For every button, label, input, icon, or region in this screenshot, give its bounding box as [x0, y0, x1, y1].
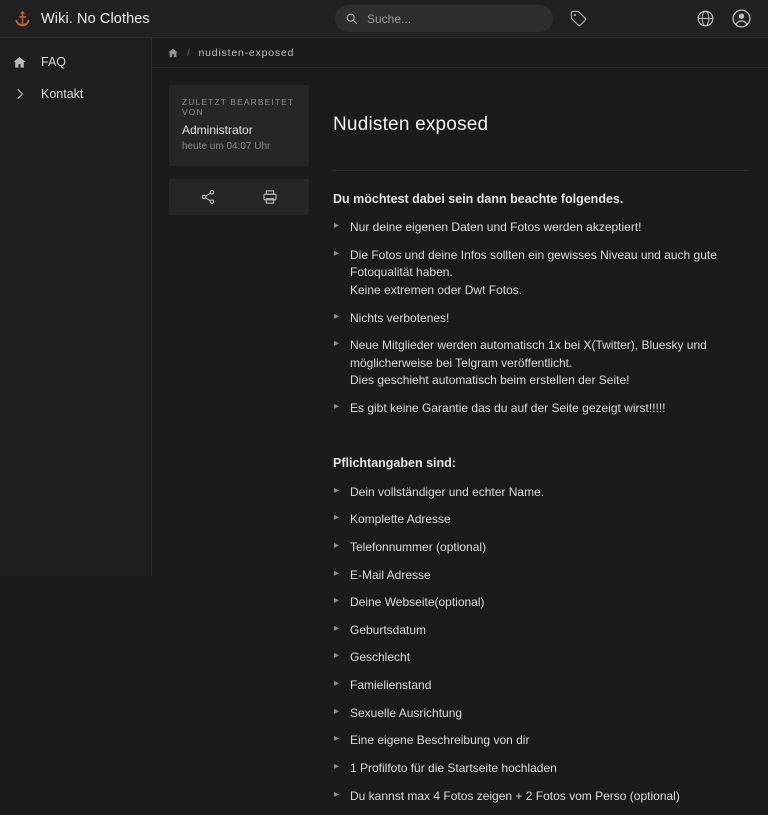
- rule-line-2: Keine extremen oder Dwt Fotos.: [350, 282, 523, 297]
- article: [309, 68, 768, 815]
- rules-list: [333, 219, 748, 418]
- brand[interactable]: [0, 9, 230, 28]
- section-heading: Pflichtangaben sind:: [333, 455, 456, 470]
- top-bar-actions: [694, 8, 768, 30]
- home-icon: [12, 55, 27, 70]
- meta-column: [169, 85, 309, 215]
- last-edited-label: ZULETZT BEARBEITET VON: [182, 97, 295, 117]
- list-item: ▸ Geschlecht: [333, 649, 748, 667]
- article-lead: Du möchtest dabei sein dann beachte folgendes.: [333, 192, 624, 206]
- list-item: [333, 310, 748, 328]
- sidebar-item-label: FAQ: [41, 55, 67, 69]
- search-box[interactable]: [335, 5, 553, 32]
- list-item: [333, 247, 748, 300]
- list-item: ▸ Komplette Adresse: [333, 511, 748, 529]
- requirements-list: [333, 484, 748, 806]
- search-icon: [345, 12, 358, 25]
- list-item: ▸ Deine Webseite(optional): [333, 594, 748, 612]
- search-input[interactable]: [365, 11, 543, 27]
- app-title: Wiki. No Clothes: [41, 10, 150, 27]
- list-item: ▸ Sexuelle Ausrichtung: [333, 705, 748, 723]
- rule-line-1: ▸ Neue Mitglieder werden automatisch 1x bei X(Twitter), Bluesky und möglicherweise bei Telgram veröffentlicht.: [350, 338, 707, 370]
- title-divider: [333, 170, 748, 171]
- anchor-icon: [13, 9, 32, 28]
- list-item: ▸ Du kannst max 4 Fotos zeigen + 2 Fotos vom Perso (optional): [333, 788, 748, 806]
- page-actions: [169, 179, 309, 215]
- list-item: ▸ 1 Profilfoto für die Startseite hochladen: [333, 760, 748, 778]
- home-icon[interactable]: [166, 46, 179, 59]
- sidebar-item-faq[interactable]: [0, 46, 151, 78]
- rule-line-1: ▸ Es gibt keine Garantie das du auf der Seite gezeigt wirst!!!!!: [350, 401, 666, 415]
- content-row: [152, 68, 768, 815]
- last-edited-card: [169, 85, 309, 166]
- search-area: [230, 5, 694, 32]
- rule-line-1: ▸ Nur deine eigenen Daten und Fotos werden akzeptiert!: [350, 220, 642, 234]
- breadcrumb-separator: /: [187, 46, 191, 59]
- print-icon[interactable]: [261, 188, 279, 206]
- sidebar: [0, 38, 152, 576]
- breadcrumb: [152, 38, 768, 68]
- list-item: [333, 337, 748, 390]
- account-circle-icon[interactable]: [730, 8, 752, 30]
- list-item: [333, 400, 748, 418]
- list-item: ▸ E-Mail Adresse: [333, 567, 748, 585]
- rule-line-1: ▸ Die Fotos und deine Infos sollten ein gewisses Niveau und auch gute Fotoqualität haben.: [350, 247, 717, 280]
- last-edited-time: heute um 04:07 Uhr: [182, 141, 271, 152]
- main-content: [152, 38, 768, 803]
- tag-icon[interactable]: [567, 8, 589, 30]
- list-item: ▸ Geburtsdatum: [333, 622, 748, 640]
- list-item: ▸ Telefonnummer (optional): [333, 539, 748, 557]
- rule-line-2: Dies geschieht automatisch beim erstellen der Seite!: [350, 373, 630, 388]
- list-item: ▸ Eine eigene Beschreibung von dir: [333, 732, 748, 750]
- last-edited-author: Administrator: [182, 123, 253, 137]
- sidebar-item-label: Kontakt: [41, 87, 84, 101]
- rule-line-1: ▸ Nichts verbotenes!: [350, 310, 450, 325]
- list-item: ▸ Famielienstand: [333, 677, 748, 695]
- globe-icon[interactable]: [694, 8, 716, 30]
- share-icon[interactable]: [199, 188, 217, 206]
- list-item: [333, 219, 748, 237]
- page-title: Nudisten exposed: [333, 114, 489, 135]
- chevron-right-icon: [12, 87, 27, 102]
- list-item: ▸ Dein vollständiger und echter Name.: [333, 484, 748, 502]
- sidebar-item-kontakt[interactable]: [0, 78, 151, 110]
- top-bar: [0, 0, 768, 38]
- breadcrumb-current[interactable]: nudisten-exposed: [198, 46, 295, 59]
